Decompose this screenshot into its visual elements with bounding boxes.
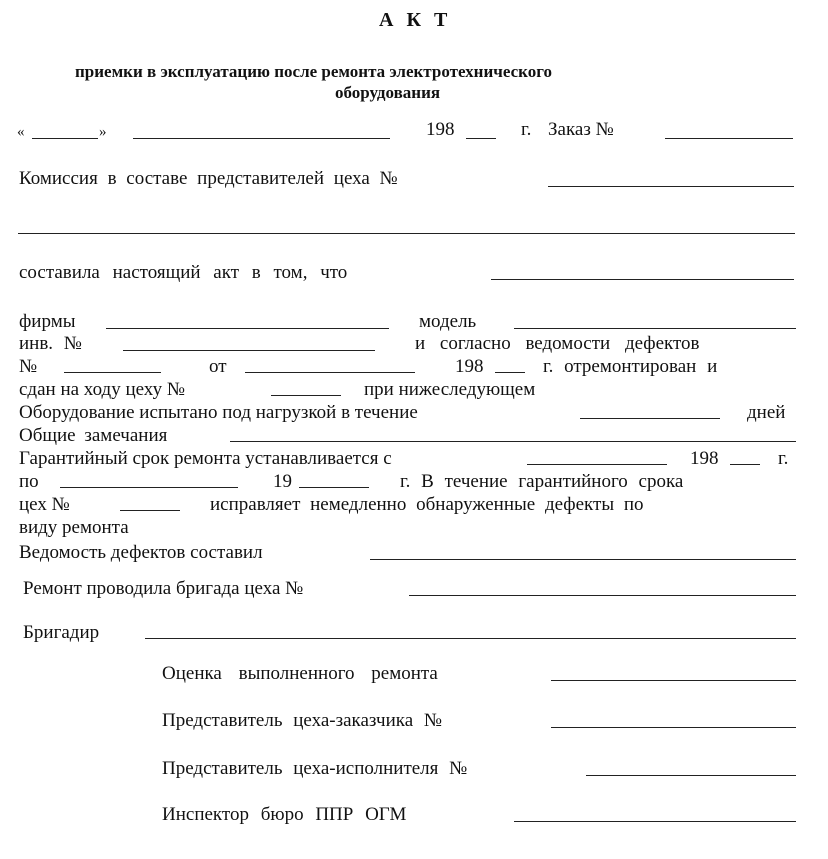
from-label: от xyxy=(209,356,227,377)
year4-prefix: 19 xyxy=(273,471,292,492)
defects-made-field[interactable] xyxy=(370,559,796,560)
defects-number-field[interactable] xyxy=(64,372,161,373)
inspector-field[interactable] xyxy=(514,821,796,822)
inv-number-field[interactable] xyxy=(123,350,375,351)
defects-no-label: № xyxy=(19,356,38,377)
tested-label: Оборудование испытано под нагрузкой в течение xyxy=(19,402,418,423)
warranty-label: Гарантийный срок ремонта устанавливается с xyxy=(19,448,392,469)
brigade-label: Ремонт проводила бригада цеха № xyxy=(23,578,304,599)
document-subtitle-line1: приемки в эксплуатацию после ремонта электротехнического xyxy=(75,62,552,81)
model-label: модель xyxy=(419,311,477,332)
repaired-label: г. отремонтирован и xyxy=(543,356,718,377)
remarks-label: Общие замечания xyxy=(19,425,168,446)
fixes-label: исправляет немедленно обнаруженные дефекты по xyxy=(210,494,644,515)
assessment-label: Оценка выполненного ремонта xyxy=(162,663,438,684)
defects-ref-label: и согласно ведомости дефектов xyxy=(415,333,700,354)
days-label: дней xyxy=(747,402,786,423)
commission-shop-field[interactable] xyxy=(548,186,794,187)
order-label: Заказ № xyxy=(548,119,614,140)
firm-label: фирмы xyxy=(19,311,76,332)
assessment-field[interactable] xyxy=(551,680,796,681)
date-month-field[interactable] xyxy=(133,138,390,139)
until-label: по xyxy=(19,471,39,492)
year2-field[interactable] xyxy=(495,372,525,373)
date-year-suffix: г. xyxy=(521,119,532,140)
year3-suffix: г. xyxy=(778,448,789,469)
year4-field[interactable] xyxy=(299,487,369,488)
brigade-shop-field[interactable] xyxy=(409,595,796,596)
shop-label: цех № xyxy=(19,494,70,515)
foreman-field[interactable] xyxy=(145,638,796,639)
defects-made-label: Ведомость дефектов составил xyxy=(19,542,263,563)
model-field[interactable] xyxy=(514,328,796,329)
shop-number-field[interactable] xyxy=(120,510,180,511)
executor-rep-field[interactable] xyxy=(586,775,796,776)
handed-label: сдан на ходу цеху № xyxy=(19,379,185,400)
defects-date-field[interactable] xyxy=(245,372,415,373)
conditions-label: при нижеследующем xyxy=(364,379,536,400)
inv-label: инв. № xyxy=(19,333,82,354)
remarks-field[interactable] xyxy=(230,441,796,442)
commission-label: Комиссия в составе представителей цеха № xyxy=(19,168,398,189)
foreman-label: Бригадир xyxy=(23,622,100,643)
customer-rep-label: Представитель цеха-заказчика № xyxy=(162,710,443,731)
document-subtitle-line2: оборудования xyxy=(335,83,441,102)
year2-prefix: 198 xyxy=(455,356,484,377)
executor-rep-label: Представитель цеха-исполнителя № xyxy=(162,758,468,779)
warranty-start-field[interactable] xyxy=(527,464,667,465)
document-title: А К Т xyxy=(379,9,452,31)
date-year-field[interactable] xyxy=(466,138,496,139)
warranty-end-field[interactable] xyxy=(60,487,238,488)
year3-prefix: 198 xyxy=(690,448,719,469)
repair-type-label: виду ремонта xyxy=(19,517,129,538)
commission-members-field[interactable] xyxy=(18,233,795,234)
customer-rep-field[interactable] xyxy=(551,727,796,728)
warranty-period-label: г. В течение гарантийного срока xyxy=(400,471,684,492)
order-number-field[interactable] xyxy=(665,138,793,139)
handed-shop-field[interactable] xyxy=(271,395,341,396)
date-quote-close: » xyxy=(99,124,107,140)
act-subject-field[interactable] xyxy=(491,279,794,280)
date-day-field[interactable] xyxy=(32,138,98,139)
date-quote-open: « xyxy=(17,124,25,140)
act-label: составила настоящий акт в том, что xyxy=(19,262,348,283)
inspector-label: Инспектор бюро ППР ОГМ xyxy=(162,804,407,825)
firm-field[interactable] xyxy=(106,328,389,329)
date-year-prefix: 198 xyxy=(426,119,455,140)
year3-field[interactable] xyxy=(730,464,760,465)
test-days-field[interactable] xyxy=(580,418,720,419)
